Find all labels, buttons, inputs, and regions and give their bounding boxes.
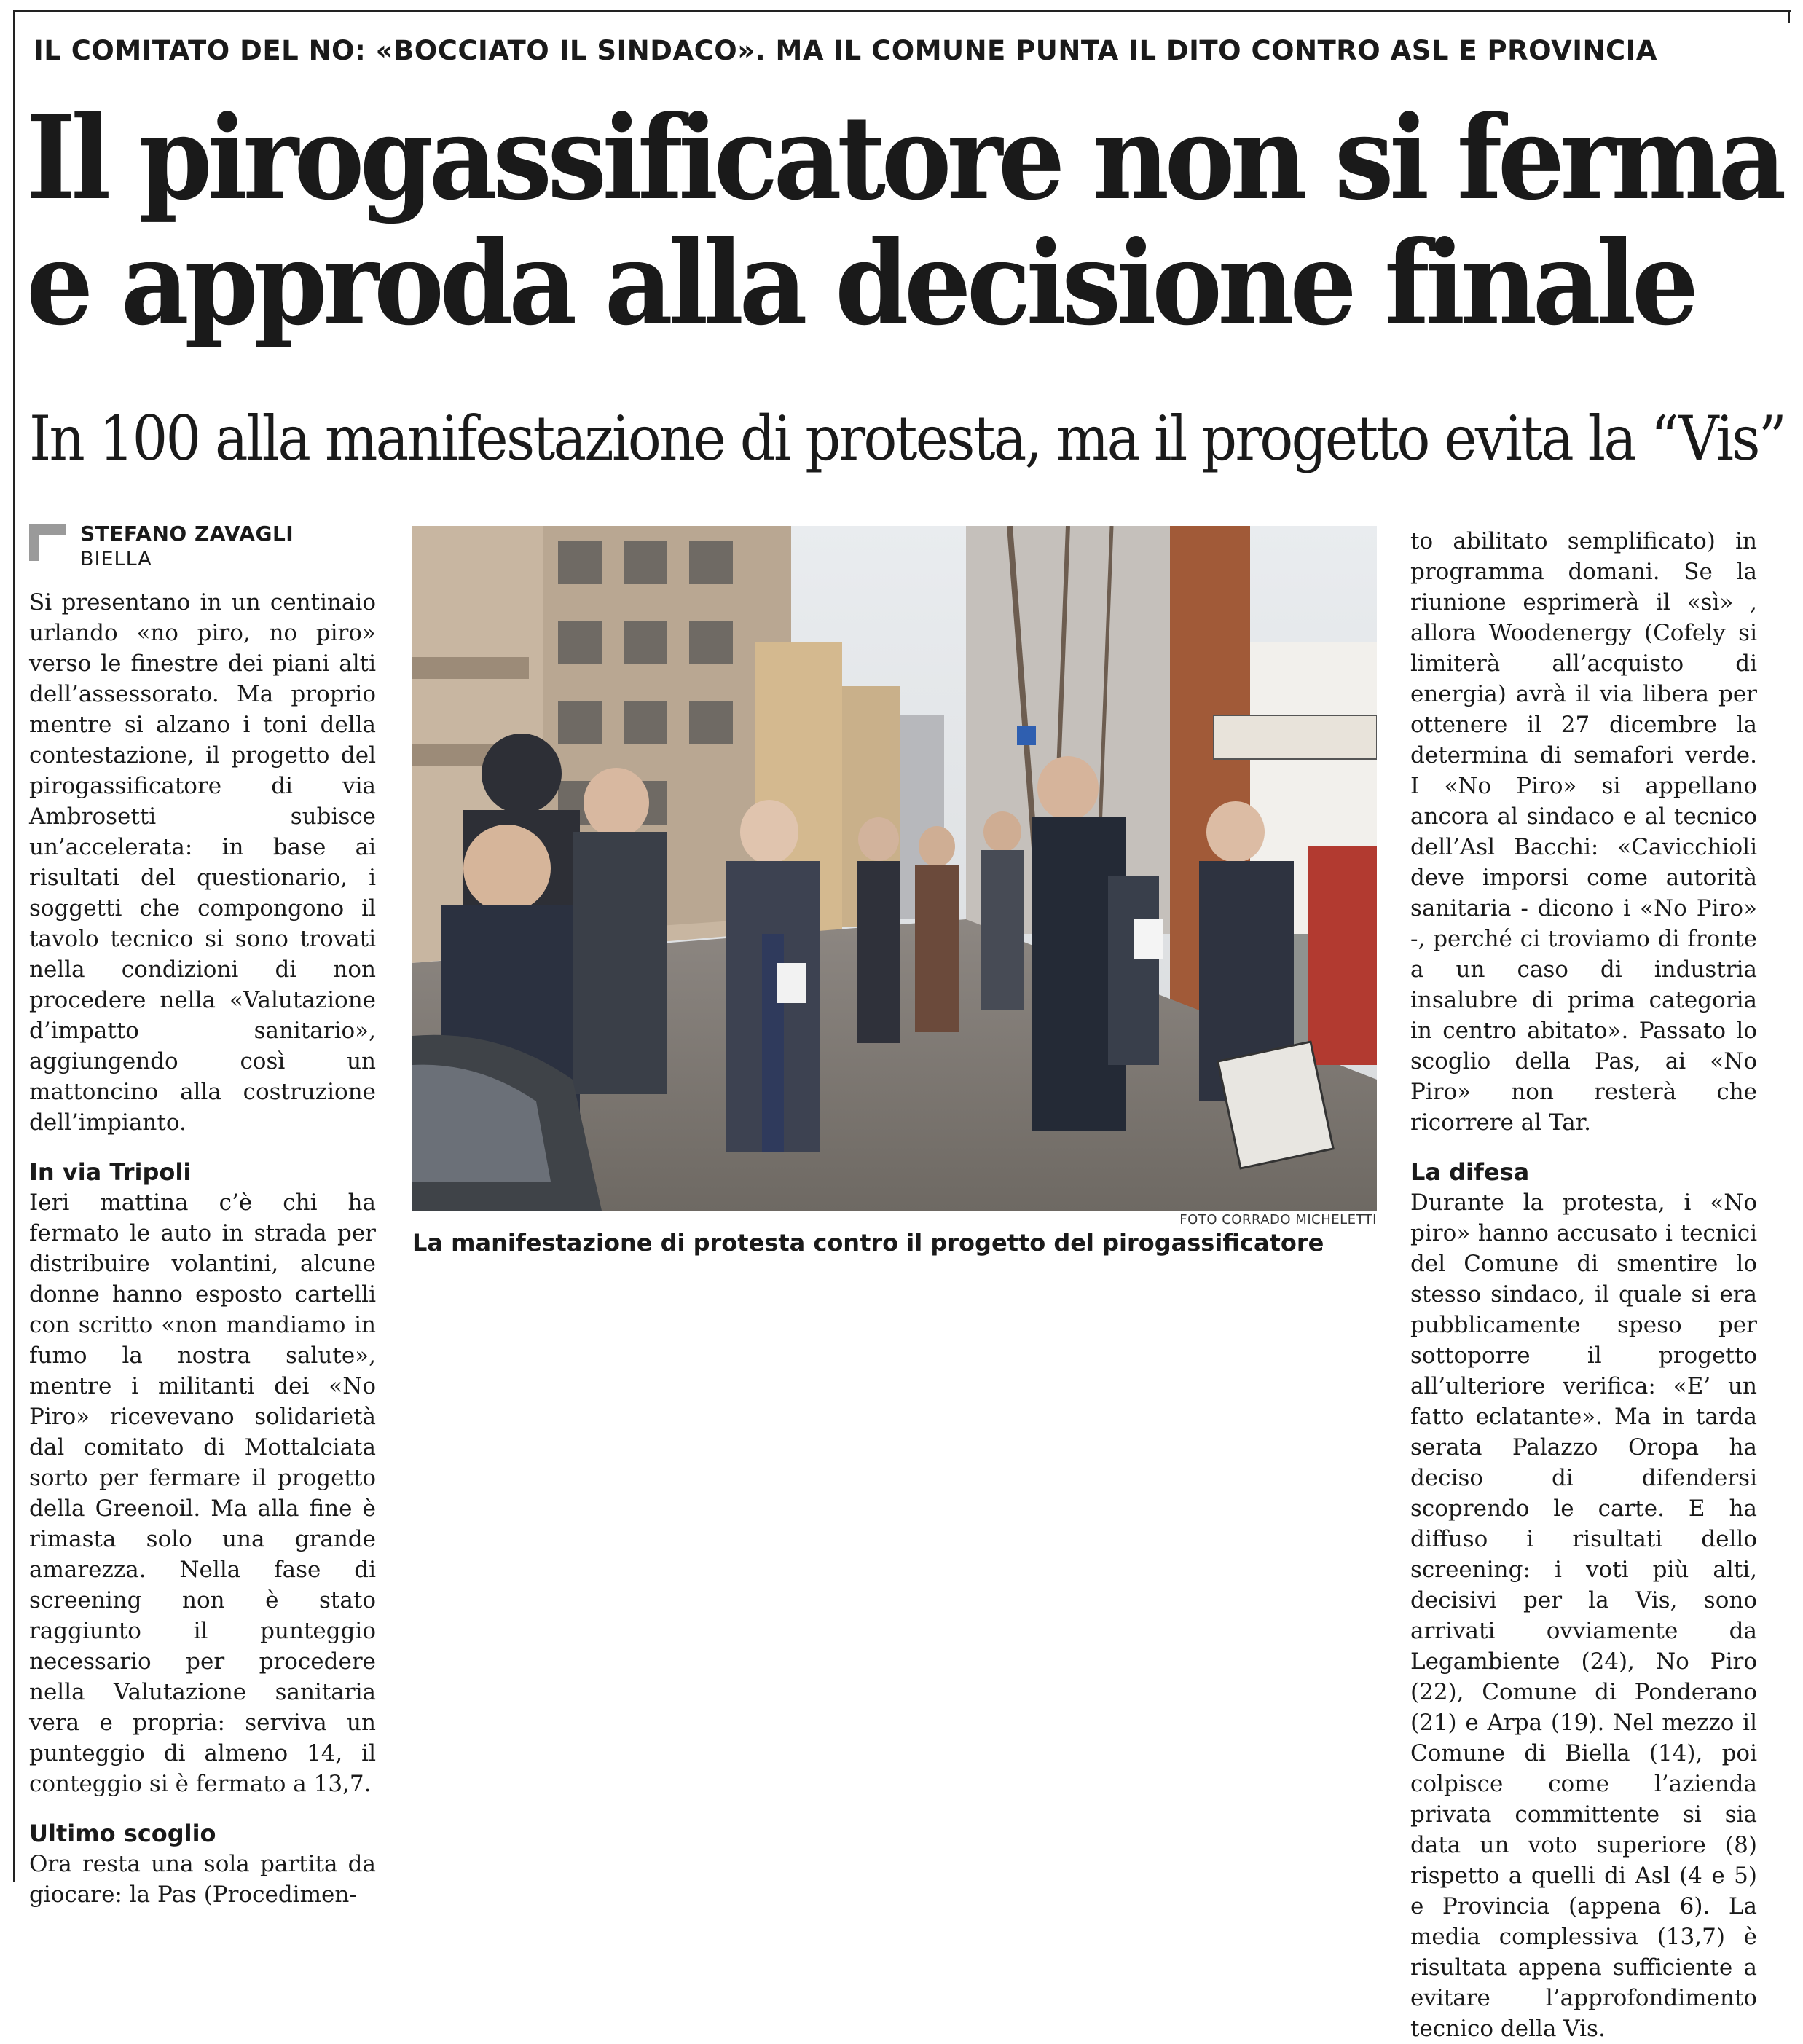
section-heading-scoglio: Ultimo scoglio (29, 1820, 216, 1847)
section-heading-tripoli: In via Tripoli (29, 1158, 192, 1186)
byline-author: STEFANO ZAVAGLI (80, 522, 294, 546)
photo-caption: La manifestazione di protesta contro il progetto del pirogassificatore (412, 1229, 1324, 1257)
paragraph-tripoli: Ieri mattina c’è chi ha fermato le auto in strada per distribuire volantini, alcune donne hanno esposto cartelli con scritto «non mandiamo in fumo la nostra salute», mentre i militanti dei «No Piro» ricevevano solidarietà dal comitato di Mottalciata sorto per fermare il progetto della Greenoil. Ma alla fine è rimasta solo una grande amarezza. Nella fase di screening non è stato raggiunto il punteggio necessario per procedere nella Valutazione sanitaria vera e propria: serviva un punteggio di almeno 14, il conteggio si è fermato a 13,7. (29, 1190, 376, 1797)
paragraph-scoglio-start: Ora resta una sola partita da giocare: la Pas (Procedimen- (29, 1851, 376, 1908)
subheadline: In 100 alla manifestazione di protesta, ma il progetto evita la “Vis” (29, 403, 1786, 474)
page-frame-top (13, 10, 1791, 12)
paragraph-scoglio-continued: to abilitato semplificato) in programma domani. Se la riunione esprimerà il «sì» , allora Woodenergy (Cofely si limiterà all’acquisto di energia) avrà il via libera per ottenere il 27 dicembre la determina di semafori verde. I «No Piro» si appellano ancora al sindaco e al tecnico dell’Asl Bacchi: «Cavicchioli deve imporsi come autorità sanitaria - dicono i «No Piro» -, perché ci troviamo di fronte a un caso di industria insalubre di prima categoria in centro abitato». Passato lo scoglio della Pas, ai «No Piro» non resterà che ricorrere al Tar. (1410, 528, 1757, 1136)
headline-line-1: Il pirogassificatore non si ferma (26, 91, 1782, 226)
article-column-1 (29, 587, 376, 1910)
page-frame-left (13, 10, 15, 1882)
paragraph-intro: Si presentano in un centinaio urlando «no piro, no piro» verso le finestre dei piani alti dell’assessorato. Ma proprio mentre si alzano i toni della contestazione, il progetto del pirogassificatore di via Ambrosetti subisce un’accelerata: in base ai risultati del questionario, i soggetti che compongono il tavolo tecnico si sono trovati nella condizioni di non procedere nella «Valutazione d’impatto sanitario», aggiungendo così un mattoncino alla costruzione dell’impianto. (29, 589, 376, 1136)
page-frame-right (1788, 10, 1790, 23)
headline-line-2: e approda alla decisione finale (26, 216, 1694, 351)
headline (26, 91, 1782, 351)
kicker: IL COMITATO DEL NO: «BOCCIATO IL SINDACO». MA IL COMUNE PUNTA IL DITO CONTRO ASL E PROVINCIA (34, 35, 1657, 66)
section-heading-difesa: La difesa (1410, 1158, 1530, 1186)
byline-mark-icon (29, 524, 66, 561)
protest-photo (412, 526, 1377, 1211)
photo-credit: FOTO CORRADO MICHELETTI (1179, 1212, 1377, 1227)
paragraph-difesa: Durante la protesta, i «No piro» hanno accusato i tecnici del Comune di smentire lo stesso sindaco, il quale si era pubblicamente speso per sottoporre il progetto all’ulteriore verifica: «E’ un fatto eclatante». Ma in tarda serata Palazzo Oropa ha deciso di difendersi scoprendo le carte. E ha diffuso i risultati dello screening: i voti più alti, decisivi per la Vis, sono arrivati ovviamente da Legambiente (24), No Piro (22), Comune di Ponderano (21) e Arpa (19). Nel mezzo il Comune di Biella (14), poi colpisce come l’azienda privata committente si sia data un voto superiore (8) rispetto a quelli di Asl (4 e 5) e Provincia (appena 6). La media complessiva (13,7) è risultata appena sufficiente a evitare l’approfondimento tecnico della Vis. (1410, 1190, 1757, 2042)
byline-location: BIELLA (80, 548, 152, 570)
article-column-3 (1410, 526, 1757, 2044)
